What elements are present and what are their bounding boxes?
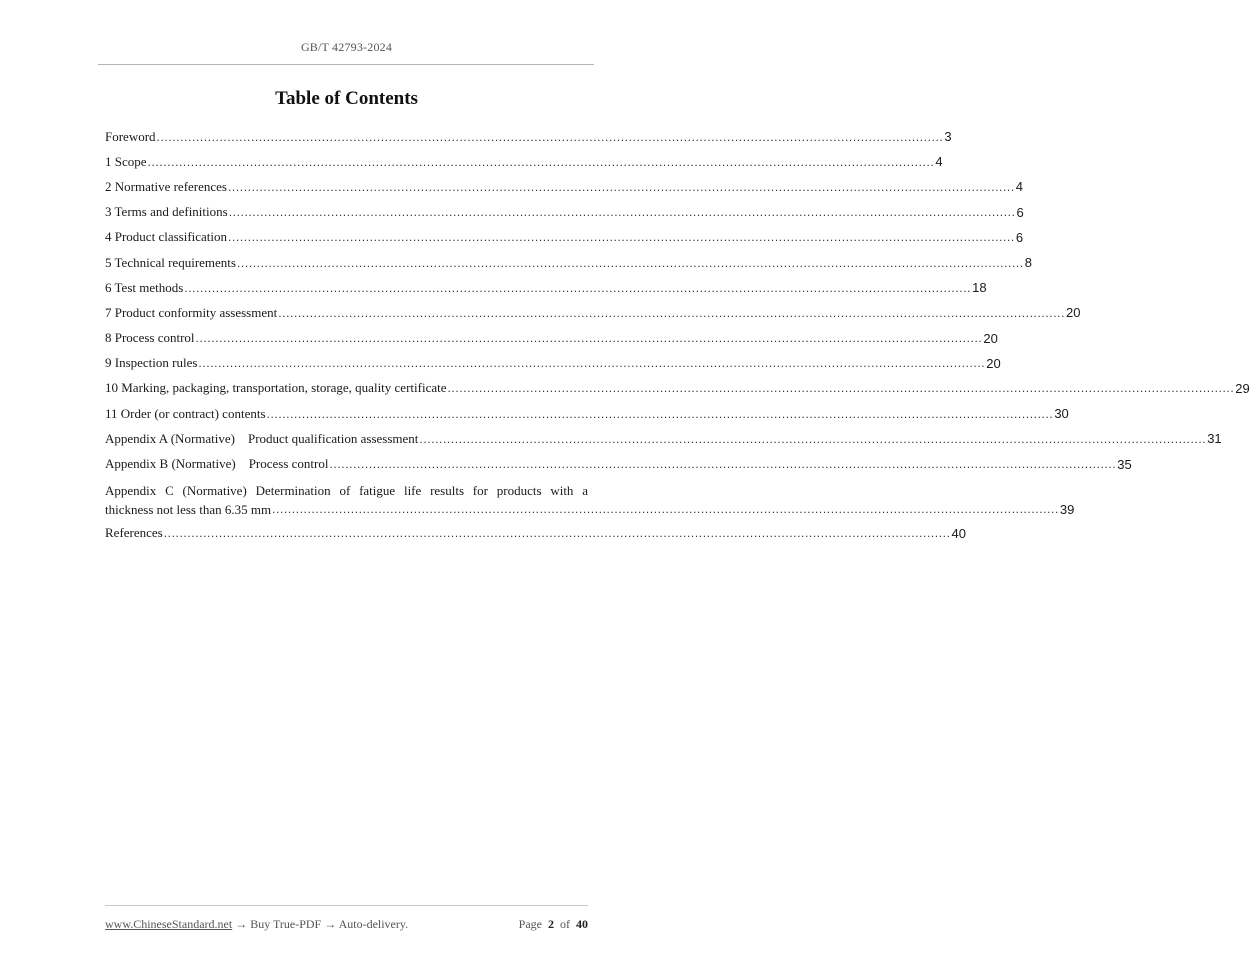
toc-leader-dots: ........................................................................................................................................................................................................ [228, 230, 1015, 245]
footer-promo-text: → Buy True-PDF → Auto-delivery. [232, 917, 409, 931]
page-label: Page [518, 917, 542, 931]
toc-entry[interactable] [105, 200, 1024, 225]
toc-entry-label: 6 Test methods [105, 279, 184, 295]
toc-entry[interactable] [105, 174, 1024, 199]
toc-leader-dots: ........................................................................................................................................................................................................ [266, 406, 1054, 421]
page-indicator [519, 917, 588, 932]
toc-entry-page: 20 [1066, 305, 1081, 321]
page-of-label: of [560, 917, 570, 931]
toc-entry-page: 40 [951, 525, 967, 541]
toc-entry-label: 5 Technical requirements [105, 254, 236, 270]
toc-entry[interactable] [105, 149, 943, 174]
toc-leader-dots: ........................................................................................................................................................................................................ [163, 526, 951, 541]
toc-entry-page: 4 [935, 154, 943, 170]
toc-entry-label-line2: thickness not less than 6.35 mm [105, 501, 272, 517]
toc-leader-dots: ........................................................................................................................................................................................................ [272, 501, 1059, 516]
footer-left [105, 917, 408, 932]
toc-entry[interactable] [105, 376, 1250, 401]
toc-entry[interactable] [105, 275, 987, 300]
toc-entry-page: 20 [986, 355, 1001, 371]
toc-leader-dots: ........................................................................................................................................................................................................ [447, 381, 1235, 396]
toc-entry[interactable] [105, 225, 1024, 250]
toc-entry-page: 30 [1054, 406, 1069, 422]
toc-entry[interactable] [105, 351, 1001, 376]
header-divider [98, 64, 594, 65]
toc-entry-page: 6 [1016, 204, 1024, 220]
toc-entry-page: 35 [1117, 456, 1132, 472]
toc-entry-label: Appendix B (Normative) Process control [105, 456, 329, 472]
toc-entry-label: 4 Product classification [105, 229, 228, 245]
toc-entry-references[interactable] [105, 521, 967, 546]
toc-entry-label: 10 Marking, packaging, transportation, storage, quality certificate [105, 380, 447, 396]
toc-leader-dots: ........................................................................................................................................................................................................ [184, 280, 972, 295]
toc-entry-label: 9 Inspection rules [105, 355, 198, 371]
toc-entry-page: 18 [972, 280, 987, 296]
toc-entry-page: 8 [1024, 255, 1032, 271]
toc-leader-dots: ........................................................................................................................................................................................................ [419, 431, 1207, 446]
toc-entry-page: 20 [983, 330, 998, 346]
toc-leader-dots: ........................................................................................................................................................................................................ [228, 205, 1016, 220]
toc-entry[interactable] [105, 124, 952, 149]
toc-leader-dots: ........................................................................................................................................................................................................ [195, 331, 983, 346]
toc-leader-dots: ........................................................................................................................................................................................................ [278, 305, 1066, 320]
page-footer [105, 917, 588, 932]
page-total: 40 [576, 917, 588, 931]
toc-leader-dots: ........................................................................................................................................................................................................ [236, 255, 1024, 270]
footer-divider [105, 905, 588, 906]
toc-entry-label: Appendix A (Normative) Product qualification assessment [105, 430, 419, 446]
toc-entry-label-line1: Appendix C (Normative) Determination of fatigue life results for products with a [105, 482, 588, 498]
toc-entry-label: 7 Product conformity assessment [105, 304, 278, 320]
toc-entry-label: 1 Scope [105, 153, 147, 169]
page-header [0, 40, 693, 55]
toc-entry-label: 8 Process control [105, 330, 195, 346]
toc-entry-label: 3 Terms and definitions [105, 204, 228, 220]
toc-entry-appendix-c[interactable] [105, 477, 1075, 521]
toc-leader-dots: ........................................................................................................................................................................................................ [228, 179, 1015, 194]
toc-leader-dots: ........................................................................................................................................................................................................ [198, 356, 986, 371]
website-link[interactable]: www.ChineseStandard.net [105, 917, 233, 931]
toc-entry[interactable] [105, 401, 1069, 426]
toc-entry[interactable] [105, 250, 1032, 275]
toc-entry-label: References [105, 525, 163, 541]
toc-entry[interactable] [105, 326, 998, 351]
toc-entry-page: 39 [1059, 501, 1075, 517]
toc-entry[interactable] [105, 300, 1081, 325]
toc-entry-page: 3 [944, 129, 952, 145]
toc-entry[interactable] [105, 426, 1222, 451]
toc-entry-page: 31 [1207, 431, 1222, 447]
toc-leader-dots: ........................................................................................................................................................................................................ [156, 129, 944, 144]
toc-entry-label: Foreword [105, 128, 156, 144]
document-id: GB/T 42793-2024 [300, 40, 393, 54]
toc-entry-page: 29 [1235, 380, 1250, 396]
toc-entry-label: 11 Order (or contract) contents [105, 405, 266, 421]
toc-entry-label: 2 Normative references [105, 178, 227, 194]
page-current: 2 [548, 917, 554, 931]
toc-leader-dots: ........................................................................................................................................................................................................ [147, 154, 935, 169]
toc-entry[interactable] [105, 451, 1132, 476]
toc-entry-page: 6 [1015, 229, 1024, 245]
toc-entry-page: 4 [1015, 179, 1024, 195]
table-of-contents [105, 124, 1250, 546]
toc-leader-dots: ........................................................................................................................................................................................................ [329, 457, 1117, 472]
page-title: Table of Contents [275, 88, 418, 109]
